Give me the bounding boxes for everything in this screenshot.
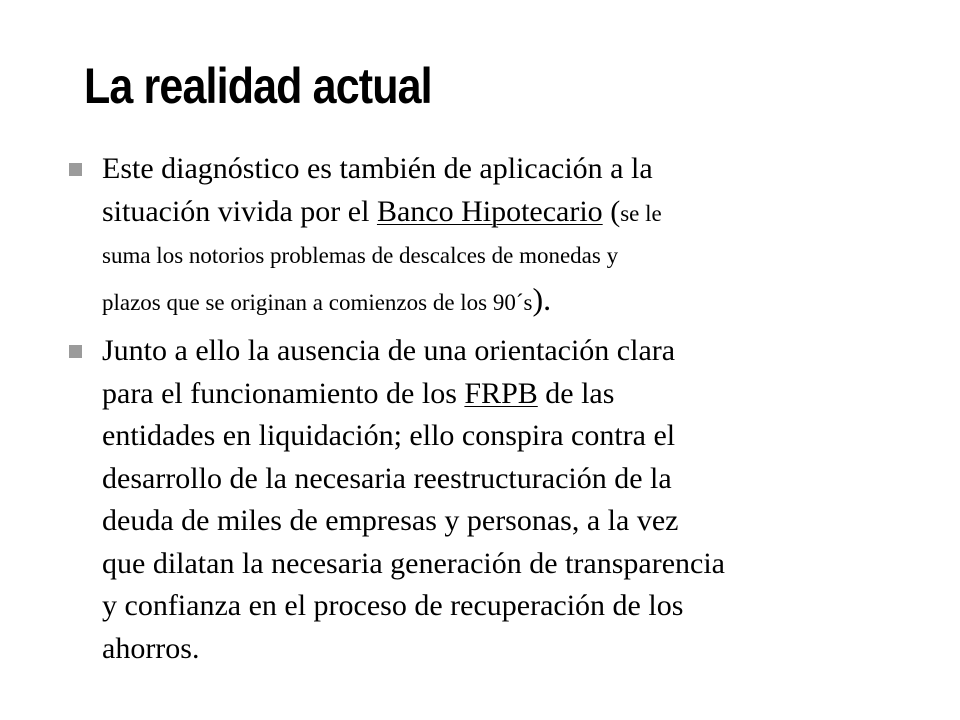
- text-line: que dilatan la necesaria generación de transparencia: [102, 546, 725, 580]
- text-span: plazos que se originan a comienzos de los 90´s: [102, 290, 533, 315]
- text-span: se le: [620, 201, 662, 226]
- text-line: desarrollo de la necesaria reestructuración de la: [102, 461, 672, 495]
- slide-title: La realidad actual: [84, 58, 432, 114]
- text-line: deuda de miles de empresas y personas, a la vez: [102, 504, 679, 537]
- text-span: para el funcionamiento de los: [102, 376, 465, 410]
- banco-hipotecario-link[interactable]: Banco Hipotecario: [376, 195, 603, 228]
- text-span: de las: [537, 376, 615, 410]
- text-line: entidades en liquidación; ello conspira contra el: [102, 419, 676, 452]
- text-line: y confianza en el proceso de recuperación de los: [102, 589, 684, 622]
- text-line: suma los notorios problemas de descalces de monedas y: [102, 243, 619, 268]
- text-span: situación vivida por el: [102, 195, 377, 228]
- text-line: ahorros.: [102, 631, 200, 665]
- bullet-text-2: [102, 330, 882, 670]
- text-line: [102, 373, 882, 416]
- text-line: [102, 190, 882, 235]
- bullet-text-1: [102, 147, 882, 326]
- square-bullet-icon: [69, 163, 82, 176]
- text-line: Junto a ello la ausencia de una orientación clara: [102, 334, 676, 367]
- text-line: Este diagnóstico es también de aplicación a la: [102, 152, 653, 185]
- text-line: [102, 276, 882, 326]
- text-span: ).: [532, 281, 552, 317]
- text-span: (: [602, 195, 621, 228]
- square-bullet-icon: [69, 345, 82, 358]
- frpb-link[interactable]: FRPB: [464, 376, 538, 410]
